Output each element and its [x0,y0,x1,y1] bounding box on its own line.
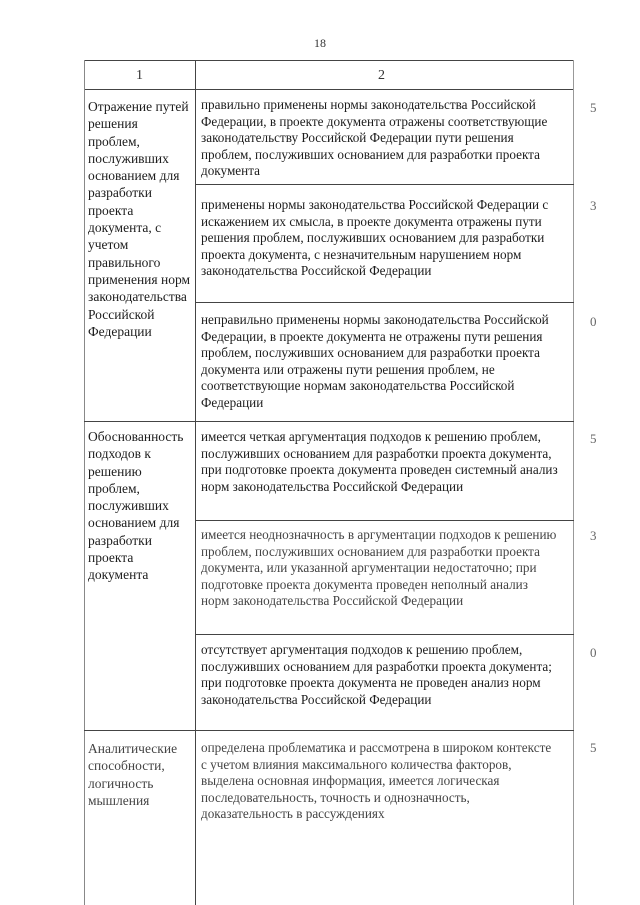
criterion-text: Обоснованность подходов к решению проблем, послуживших основанием для разработки проекта документа [88,429,184,583]
level-separator [195,520,574,521]
level-separator [195,634,574,635]
level-description: определена проблематика и рассмотрена в широком контексте с учетом влияния максимального количества факторов, выделена основная информация, имеется логическая последовательность, точность и однозначность, доказательность в рассуждениях [201,740,552,822]
level-score: 5 [590,431,597,446]
criterion-text: Отражение путей решения проблем, послуживших основанием для разработки проекта документа, с учетом правильного применения норм законодательства Российской Федерации [88,99,191,339]
level-score: 5 [590,100,597,115]
level-description: применены нормы законодательства Российской Федерации с искажением их смысла, в проекте документа отражены пути решения проблем, послуживших основанием для разработки проекта документа, с незначительным нарушением норм законодательства Российской Федерации [201,197,549,279]
level-description: отсутствует аргументация подходов к решению проблем, послуживших основанием для разработки проекта документа; при подготовке проекта документа не проведен анализ норм законодательства Российской Федерации [201,642,552,707]
score-column-divider [573,60,574,905]
level-score: 0 [590,314,597,329]
column-divider [195,60,196,905]
level-score: 3 [590,528,597,543]
level-separator [195,184,574,185]
level-score: 3 [590,198,597,213]
level-description: имеется четкая аргументация подходов к решению проблем, послуживших основанием для разработки проекта документа, при подготовке проекта документа проведен системный анализ норм законодательства Российской Федерации [201,429,558,494]
criterion-text: Аналитические способности, логичность мышления [88,741,178,808]
table-top-border [84,60,574,61]
level-separator [195,302,574,303]
header-bottom-border [84,89,574,90]
level-score: 0 [590,645,597,660]
column-header-criterion: 1 [136,68,143,83]
section-separator [84,421,574,422]
level-description: неправильно применены нормы законодательства Российской Федерации, в проекте документа не отражены пути решения проблем, послуживших основанием для разработки проекта документа или отражены пути решения проблем, не соответствующие нормам законодательства Российской Федерации [201,312,549,410]
page-number: 18 [314,36,326,50]
column-header-description: 2 [378,68,385,83]
level-description: имеется неоднозначность в аргументации подходов к решению проблем, послуживших основанием для разработки проекта документа, или указанной аргументации недостаточно; при подготовке проекта документа проведен неполный анализ норм законодательства Российской Федерации [201,527,557,609]
table-left-border [84,60,85,905]
level-description: правильно применены нормы законодательства Российской Федерации, в проекте документа отражены соответствующие законодательству Российской Федерации пути решения проблем, послуживших основанием для разработки проекта документа [201,97,548,179]
section-separator [84,730,574,731]
level-score: 5 [590,740,597,755]
